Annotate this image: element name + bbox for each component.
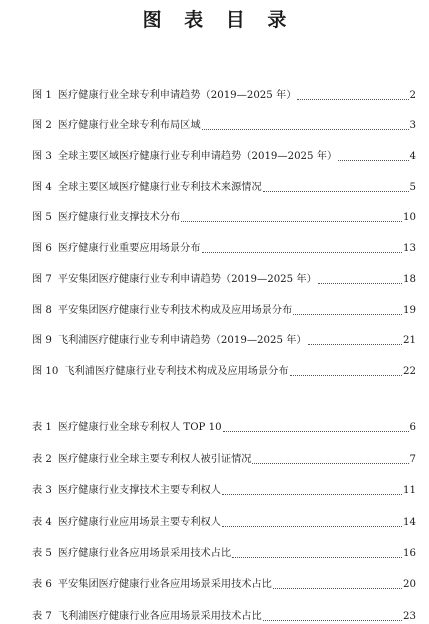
entry-page-number: 7 <box>409 453 416 465</box>
entry-page-number: 16 <box>403 547 416 559</box>
entry-label: 表 2 <box>32 453 52 465</box>
entry-title: 医疗健康行业支撑技术分布 <box>57 212 181 224</box>
dot-leader <box>318 283 402 284</box>
entry-title: 全球主要区域医疗健康行业专利申请趋势（2019—2025 年） <box>57 151 338 163</box>
dot-leader <box>338 160 408 161</box>
entry-label: 图 10 <box>32 365 59 377</box>
toc-entry[interactable] <box>32 530 416 561</box>
entry-title: 医疗健康行业支撑技术主要专利权人 <box>57 485 221 497</box>
toc-entry[interactable] <box>32 561 416 592</box>
toc-entry[interactable] <box>32 133 416 164</box>
entry-page-number: 21 <box>403 335 416 347</box>
entry-label: 图 9 <box>32 335 52 347</box>
figure-list <box>32 72 416 379</box>
toc-entry[interactable] <box>32 348 416 379</box>
dot-leader <box>232 557 402 558</box>
entry-page-number: 18 <box>403 273 416 285</box>
dot-leader <box>263 620 402 621</box>
entry-label: 图 6 <box>32 243 52 255</box>
table-list <box>32 404 416 624</box>
entry-page-number: 22 <box>403 365 416 377</box>
entry-label: 图 7 <box>32 273 52 285</box>
entry-title: 医疗健康行业各应用场景采用技术占比 <box>57 547 232 559</box>
entry-title: 平安集团医疗健康行业专利技术构成及应用场景分布 <box>57 304 293 316</box>
toc-entry[interactable] <box>32 287 416 318</box>
dot-leader <box>263 191 409 192</box>
dot-leader <box>181 221 402 222</box>
dot-leader <box>273 588 402 589</box>
entry-label: 图 3 <box>32 151 52 163</box>
entry-title: 飞利浦医疗健康行业专利技术构成及应用场景分布 <box>64 365 289 377</box>
toc-entry[interactable] <box>32 195 416 226</box>
dot-leader <box>297 99 408 100</box>
entry-page-number: 14 <box>403 516 416 528</box>
toc-entry[interactable] <box>32 103 416 134</box>
entry-page-number: 13 <box>403 243 416 255</box>
entry-label: 表 4 <box>32 516 52 528</box>
entry-title: 医疗健康行业全球专利申请趋势（2019—2025 年） <box>57 89 297 101</box>
dot-leader <box>290 375 403 376</box>
dot-leader <box>252 463 408 464</box>
dot-leader <box>202 129 409 130</box>
entry-page-number: 19 <box>403 304 416 316</box>
entry-label: 表 5 <box>32 547 52 559</box>
entry-label: 图 1 <box>32 89 52 101</box>
entry-title: 医疗健康行业应用场景主要专利权人 <box>57 516 221 528</box>
entry-title: 平安集团医疗健康行业各应用场景采用技术占比 <box>57 579 272 591</box>
dot-leader <box>222 526 402 527</box>
entry-title: 全球主要区域医疗健康行业专利技术来源情况 <box>57 181 262 193</box>
dot-leader <box>308 344 402 345</box>
entry-label: 图 2 <box>32 120 52 132</box>
entry-label: 表 7 <box>32 610 52 622</box>
entry-title: 平安集团医疗健康行业专利申请趋势（2019—2025 年） <box>57 273 317 285</box>
entry-label: 图 5 <box>32 212 52 224</box>
entry-page-number: 20 <box>403 579 416 591</box>
entry-title: 医疗健康行业全球主要专利权人被引证情况 <box>57 453 252 465</box>
toc-entry[interactable] <box>32 435 416 466</box>
toc-entry[interactable] <box>32 318 416 349</box>
toc-entry[interactable] <box>32 164 416 195</box>
dot-leader <box>222 494 402 495</box>
toc-entry[interactable] <box>32 404 416 435</box>
toc-entry[interactable] <box>32 225 416 256</box>
entry-page-number: 10 <box>403 212 416 224</box>
entry-page-number: 5 <box>409 181 416 193</box>
entry-page-number: 2 <box>409 89 416 101</box>
entry-label: 表 1 <box>32 422 52 434</box>
entry-label: 表 6 <box>32 579 52 591</box>
entry-page-number: 11 <box>403 485 416 497</box>
toc-entry[interactable] <box>32 592 416 623</box>
entry-title: 医疗健康行业重要应用场景分布 <box>57 243 201 255</box>
dot-leader <box>202 252 402 253</box>
toc-entry[interactable] <box>32 467 416 498</box>
entry-title: 飞利浦医疗健康行业各应用场景采用技术占比 <box>57 610 262 622</box>
entry-label: 图 8 <box>32 304 52 316</box>
entry-page-number: 6 <box>409 422 416 434</box>
entry-page-number: 4 <box>409 151 416 163</box>
entry-page-number: 23 <box>403 610 416 622</box>
toc-entry[interactable] <box>32 498 416 529</box>
entry-label: 表 3 <box>32 485 52 497</box>
entry-title: 飞利浦医疗健康行业专利申请趋势（2019—2025 年） <box>57 335 307 347</box>
toc-entry[interactable] <box>32 256 416 287</box>
entry-page-number: 3 <box>409 120 416 132</box>
entry-label: 图 4 <box>32 181 52 193</box>
dot-leader <box>223 431 409 432</box>
toc-entry[interactable] <box>32 72 416 103</box>
entry-title: 医疗健康行业全球专利权人 TOP 10 <box>57 422 222 434</box>
entry-title: 医疗健康行业全球专利布局区域 <box>57 120 201 132</box>
page-title: 图 表 目 录 <box>142 9 295 31</box>
dot-leader <box>293 314 402 315</box>
